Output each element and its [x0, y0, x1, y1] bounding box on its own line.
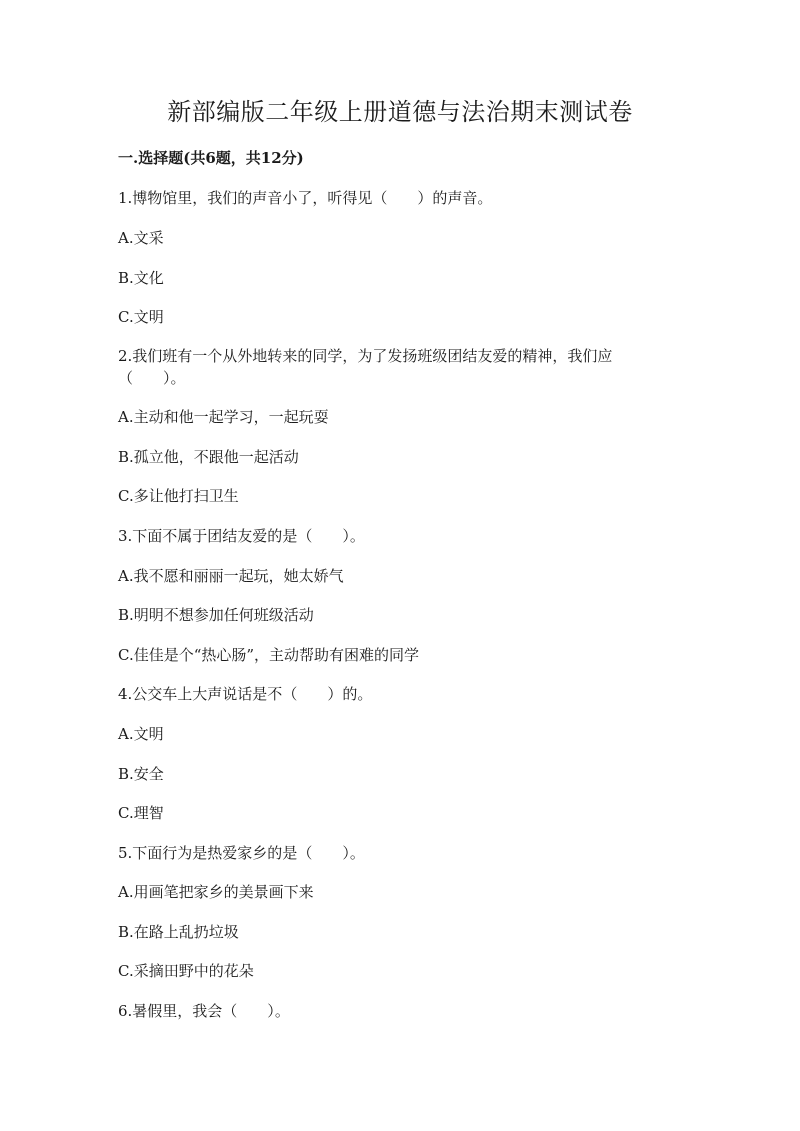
- option-c: C.理智: [118, 804, 164, 822]
- option-c: C.多让他打扫卫生: [118, 487, 239, 505]
- option-c: C.采摘田野中的花朵: [118, 962, 254, 980]
- option-b: B.文化: [118, 269, 164, 287]
- option-b: B.在路上乱扔垃圾: [118, 923, 239, 941]
- option-a: A.文采: [118, 229, 164, 247]
- option-a: A.文明: [118, 725, 164, 743]
- question-stem: 3.下面不属于团结友爱的是（ ）。: [118, 527, 365, 545]
- section-heading: 一.选择题(共6题，共12分): [118, 149, 304, 167]
- option-a: A.我不愿和丽丽一起玩，她太娇气: [118, 567, 344, 585]
- option-c: C.文明: [118, 308, 164, 326]
- option-b: B.明明不想参加任何班级活动: [118, 606, 314, 624]
- question-stem-continued: （ ）。: [118, 369, 186, 387]
- option-b: B.孤立他，不跟他一起活动: [118, 448, 299, 466]
- question-stem: 5.下面行为是热爱家乡的是（ ）。: [118, 844, 365, 862]
- option-c: C.佳佳是个“热心肠”，主动帮助有困难的同学: [118, 646, 420, 664]
- page-title: 新部编版二年级上册道德与法治期末测试卷: [167, 98, 633, 126]
- question-stem: 4.公交车上大声说话是不（ ）的。: [118, 685, 373, 703]
- option-a: A.用画笔把家乡的美景画下来: [118, 883, 314, 901]
- question-stem: 1.博物馆里，我们的声音小了，听得见（ ）的声音。: [118, 189, 493, 207]
- question-stem: 6.暑假里，我会（ ）。: [118, 1002, 290, 1020]
- question-stem: 2.我们班有一个从外地转来的同学，为了发扬班级团结友爱的精神，我们应: [118, 347, 613, 365]
- option-b: B.安全: [118, 765, 164, 783]
- option-a: A.主动和他一起学习，一起玩耍: [118, 408, 329, 426]
